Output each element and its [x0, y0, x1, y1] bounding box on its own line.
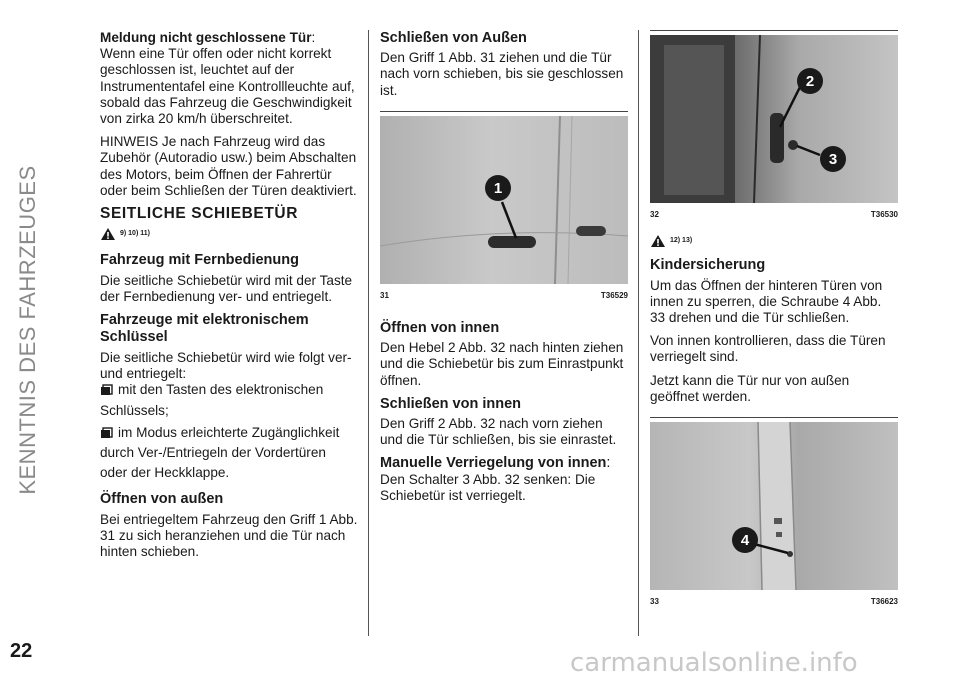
figure-32-photo — [650, 35, 898, 203]
paragraph-manual-lock: Den Schalter 3 Abb. 32 senken: Die Schiebetür ist verriegelt. — [380, 471, 596, 503]
figure-32-caption — [650, 207, 898, 223]
watermark: carmanualsonline.info — [570, 648, 858, 678]
figure-callout-3: 3 — [828, 151, 838, 168]
figure-callout-1: 1 — [493, 179, 503, 197]
page-number: 22 — [10, 640, 33, 662]
side-chapter-title-text: KENNTNIS DES FAHRZEUGES — [15, 165, 40, 495]
paragraph-open-inside: Den Hebel 2 Abb. 32 nach hinten ziehen und die Schiebetür bis zum Einrastpunkt öffnen. — [380, 340, 624, 388]
sliding-door-illustration — [380, 116, 628, 284]
paragraph-door-message: Wenn eine Tür offen oder nicht korrekt geschlossen ist, leuchtet auf der Instrumententafel eine Kontrollleuchte auf, sobald das Fahrzeug die Geschwindigkeit von zirka 20 km/h überschreitet. — [100, 46, 355, 127]
warning-triangle-icon — [650, 234, 666, 248]
paragraph-close-outside: Den Griff 1 Abb. 31 ziehen und die Tür nach vorn schieben, bis sie geschlossen ist. — [380, 50, 624, 98]
heading-colon: : — [311, 30, 316, 45]
figure-number: 31 — [380, 290, 389, 300]
bullet-text: mit den Tasten des elektronischen — [118, 382, 324, 398]
figure-code: T36529 — [600, 290, 628, 300]
figure-callout-2: 2 — [805, 73, 815, 90]
heading-open-inside: Öffnen von innen — [380, 320, 500, 337]
paragraph-electronic-key: Die seitliche Schiebetür wird wie folgt ver- und entriegelt: — [100, 350, 352, 382]
paragraph-remote: Die seitliche Schiebetür wird mit der Taste der Fernbedienung ver- und entriegelt. — [100, 272, 353, 304]
heading-manual-lock-text: Manuelle Verriegelung von innen — [380, 455, 607, 472]
figure-32 — [650, 30, 898, 223]
heading-electronic-key: Fahrzeuge mit elektronischem Schlüssel — [100, 312, 309, 346]
heading-manual-lock — [380, 455, 628, 471]
column-divider — [368, 30, 369, 636]
paragraph-hinweis: HINWEIS Je nach Fahrzeug wird das Zubehör (Autoradio usw.) beim Abschalten des Motors, beim Öffnen der Fahrertür oder beim Schließen der Türen deaktiviert. — [100, 134, 357, 198]
checkbox-bullet-icon — [100, 384, 114, 396]
figure-code: T36623 — [870, 597, 898, 607]
figure-31 — [380, 111, 628, 304]
paragraph-child-lock-3: Jetzt kann die Tür nur von außen geöffnet werden. — [650, 372, 850, 404]
heading-close-outside: Schließen von Außen — [380, 30, 527, 46]
figure-33-photo — [650, 422, 898, 590]
bullet-text-continued: durch Ver-/Entriegeln der Vordertüren — [100, 445, 326, 461]
warning-triangle-icon — [100, 227, 116, 241]
figure-31-photo — [380, 116, 628, 284]
heading-close-inside: Schließen von innen — [380, 395, 521, 412]
child-lock-illustration — [650, 422, 898, 590]
figure-33-caption — [650, 594, 898, 610]
paragraph-close-inside: Den Griff 2 Abb. 32 nach vorn ziehen und die Tür schließen, bis sie einrastet. — [380, 416, 617, 448]
bullet-item — [100, 425, 362, 441]
paragraph-open-outside: Bei entriegeltem Fahrzeug den Griff 1 Abb. 31 zu sich heranziehen und die Tür nach hinten schieben. — [100, 511, 358, 560]
paragraph-child-lock-2: Von innen kontrollieren, dass die Türen verriegelt sind. — [650, 333, 886, 365]
warning-refs-text: 12) 13) — [670, 237, 693, 245]
figure-code: T36530 — [870, 210, 898, 219]
checkbox-bullet-icon — [100, 427, 114, 439]
bullet-item — [100, 382, 362, 398]
warning-reference — [100, 226, 362, 242]
column-1 — [100, 30, 362, 567]
warning-reference — [650, 233, 898, 249]
heading-door-message — [100, 30, 362, 46]
figure-number: 32 — [650, 210, 659, 219]
paragraph-child-lock-1: Um das Öffnen der hinteren Türen von innen zu sperren, die Schraube 4 Abb. 33 drehen und die Tür schließen. — [650, 277, 883, 326]
column-divider — [638, 30, 639, 636]
heading-open-outside: Öffnen von außen — [100, 491, 224, 508]
interior-door-illustration — [650, 35, 898, 203]
heading-remote: Fahrzeug mit Fernbedienung — [100, 252, 299, 269]
figure-33 — [650, 417, 898, 610]
figure-number: 33 — [650, 597, 659, 607]
heading-door-message-text: Meldung nicht geschlossene Tür — [100, 30, 312, 45]
warning-refs-text: 9) 10) 11) — [120, 230, 150, 238]
section-title: SEITLICHE SCHIEBETÜR — [100, 205, 299, 223]
bullet-text: im Modus erleichterte Zugänglichkeit — [118, 424, 340, 440]
figure-31-caption — [380, 288, 628, 304]
bullet-text-continued: Schlüssels; — [100, 402, 169, 418]
column-3 — [650, 30, 898, 610]
heading-colon: : — [606, 455, 611, 472]
figure-callout-4: 4 — [740, 532, 750, 550]
column-2 — [380, 30, 628, 511]
bullet-text-continued: oder der Heckklappe. — [100, 465, 230, 481]
heading-child-lock: Kindersicherung — [650, 257, 766, 274]
